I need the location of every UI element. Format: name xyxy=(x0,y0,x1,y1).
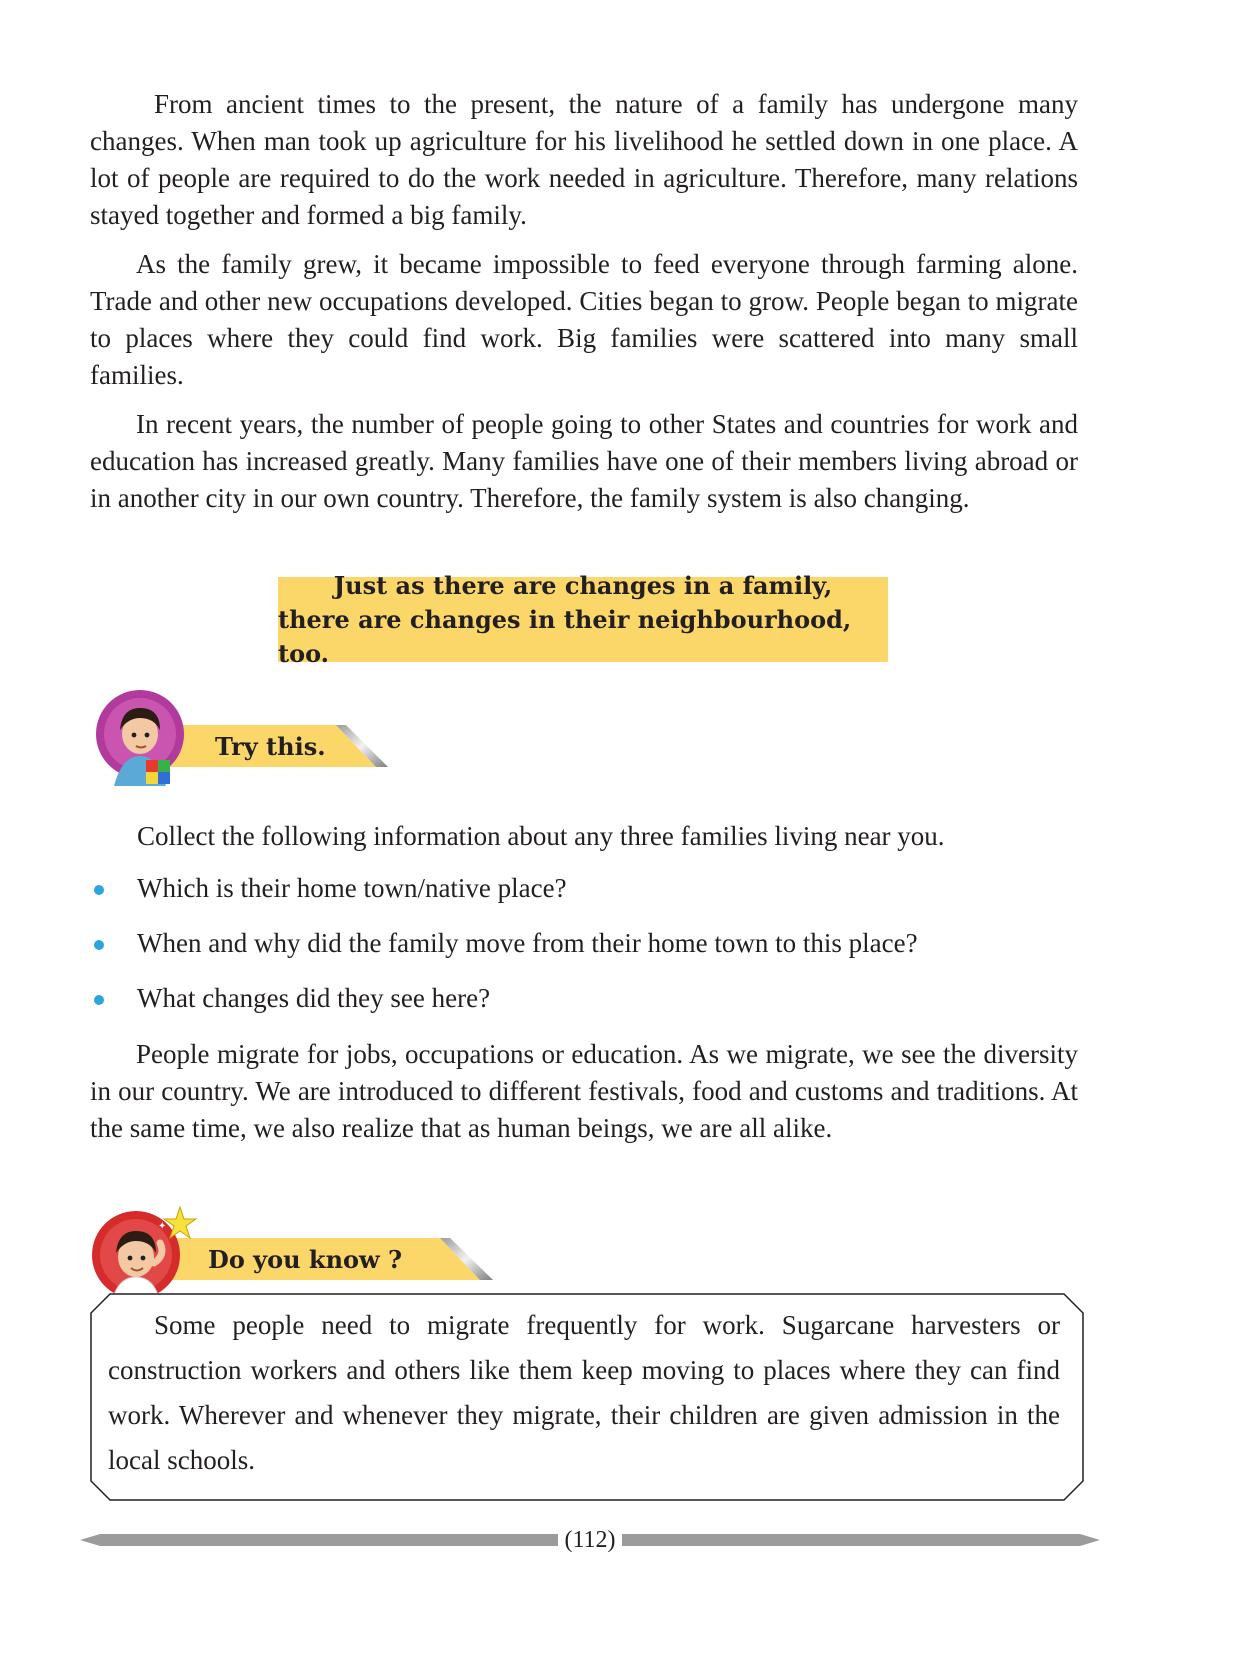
question-text: When and why did the family move from their home town to this place? xyxy=(137,928,918,958)
thinking-boy-icon xyxy=(88,1203,200,1303)
bullet-icon xyxy=(94,995,104,1005)
bullet-icon xyxy=(94,940,104,950)
do-you-know-text: Some people need to migrate frequently for work. Sugarcane harvesters or construction workers and others like them keep moving to places where they can find work. Wherever and whenever they migrate, their children are given admission in the local schools. xyxy=(108,1310,1060,1475)
list-item xyxy=(92,980,918,1035)
list-item xyxy=(92,925,918,980)
do-you-know-heading: Do you know ? xyxy=(208,1244,403,1274)
try-this-banner xyxy=(160,723,390,769)
highlight-line-2: there are changes in their neighbourhood, too. xyxy=(278,604,852,668)
paragraph-recent-migration: In recent years, the number of people going to other States and countries for work and education has increased greatly. Many families have one of their members living abroad or in another city in our own country. Therefore, the family system is also changing. xyxy=(90,409,1078,513)
highlight-line-1: Just as there are changes in a family, xyxy=(333,570,833,600)
paragraph-family-growth: As the family grew, it became impossible to feed everyone through farming alone. Trade and other new occupations developed. Cities began to grow. People began to migrate to places where they could find work. Big families were scattered into many small families. xyxy=(90,249,1078,390)
svg-text:✦: ✦ xyxy=(158,1221,167,1232)
try-this-heading: Try this. xyxy=(215,731,326,761)
boy-puzzle-icon xyxy=(92,690,192,790)
bullet-icon xyxy=(94,885,104,895)
list-item xyxy=(92,870,918,925)
page-number: (112) xyxy=(558,1527,621,1553)
page-footer xyxy=(80,1522,1100,1558)
question-text: What changes did they see here? xyxy=(137,983,491,1013)
highlight-box xyxy=(278,570,888,668)
try-this-intro: Collect the following information about any three families living near you. xyxy=(137,821,945,851)
info-box xyxy=(90,1293,1084,1501)
paragraph-family-history: From ancient times to the present, the nature of a family has undergone many changes. When man took up agriculture for his livelihood he settled down in one place. A lot of people are required to do the work needed in agriculture. Therefore, many relations stayed together and formed a big family. xyxy=(90,89,1078,230)
question-text: Which is their home town/native place? xyxy=(137,873,567,903)
paragraph-migration-diversity: People migrate for jobs, occupations or education. As we migrate, we see the diversity in our country. We are introduced to different festivals, food and customs and traditions. At the same time, we also realize that as human beings, we are all alike. xyxy=(90,1039,1078,1143)
question-list xyxy=(92,870,918,1035)
do-you-know-banner xyxy=(150,1236,495,1282)
